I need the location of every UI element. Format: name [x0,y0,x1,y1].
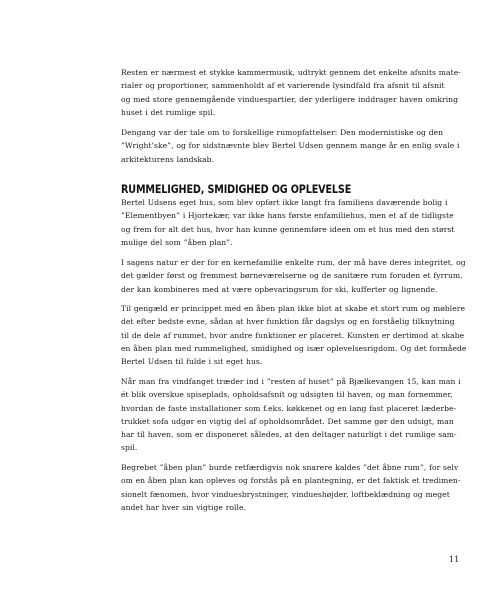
text-line: og frem for alt det hus, hvor han kunne gennemføre ideen om et hus med den størst [121,224,455,234]
text-line: hvordan de faste installationer som f.eks. køkkenet og en lang fast placeret læderbe- [121,403,457,413]
text-line: har til haven, som er disponeret således, at den deltager naturligt i det rumlige sam- [121,430,457,440]
text-line: trukket sofa udgør en vigtig del af opholdsområdet. Det samme gør den udsigt, man [121,416,454,426]
text-line: ét blik overskue spiseplads, opholdsafsnit og udsigten til haven, og man fornemmer, [121,390,453,400]
section-heading: RUMMELIGHED, SMIDIGHED OG OPLEVELSE [121,183,352,196]
text-line: sionelt fænomen, hvor vinduesbrystninger, vindueshøjder, loftbeklædning og meget [121,489,450,499]
text-line: Bertel Udsens eget hus, som blev opført ikke langt fra familiens daværende bolig i [121,198,448,207]
text-line: rialer og proportioner, sammenholdt af et varierende lysindfald fra afsnit til afsnit [121,81,445,91]
text-line: ”Wright’ske”, og for sidstnævnte blev Bertel Udsen gennem mange år en enlig svale i [121,141,460,151]
text-line: det efter bedste evne, sådan at hver funktion får dagslys og en forståelig tilknytning [121,317,455,327]
text-line: huset i det rumlige spil. [121,107,216,117]
text-line: Begrebet ”åben plan” burde retfærdigvis nok snarere kaldes ”det åbne rum”, for selv [121,463,459,472]
paragraph-1 [121,66,461,119]
text-line: andet har hver sin vigtige rolle. [121,502,246,512]
text-line: Til gengæld er princippet med en åben plan ikke blot at skabe et stort rum og møblere [121,304,466,313]
text-line: ”Elementbyen” i Hjortekær, var ikke hans første enfamiliehus, men et af de tidligste [121,211,454,221]
text-line: og med store gennemgående vinduespartier, der yderligere inddrager haven omkring [121,94,459,104]
text-line: til de dele af rummet, hvor andre funktioner er placeret. Kunsten er dertimod at skabe [121,330,465,340]
text-line: Bertel Udsen til fulde i sit eget hus. [121,357,263,367]
paragraph-2 [121,126,461,166]
paragraph-7 [121,461,461,514]
text-line: om en åben plan kan opleves og forstås på en plantegning, er det faktisk et tredimen- [121,476,461,486]
text-line: det gælder først og fremmest børneværelserne og de sanitære rum foruden et fyrrum, [121,271,463,281]
text-line: Dengang var der tale om to forskellige rumopfattelser: Den modernistiske og den [121,128,444,137]
text-line: en åben plan med rummelighed, smidighed og især oplevelsesrigdom. Og det formåede [121,343,467,353]
text-line: mulige del som ”åben plan”. [121,237,233,247]
paragraph-4 [121,256,466,296]
text-line: Resten er nærmest et stykke kammermusik, udtrykt gennem det enkelte afsnits mate- [121,68,461,77]
paragraph-6 [121,375,461,455]
text-line: spil. [121,443,138,453]
text-line: arkitekturens landskab. [121,154,215,164]
paragraph-5 [121,302,467,368]
text-line: der kan kombineres med at være opbevaringsrum for ski, kufferter og lignende. [121,284,438,294]
text-line: I sagens natur er der for en kernefamilie enkelte rum, der må have deres integritet, og [121,258,466,267]
page-number: 11 [449,555,460,564]
text-line: Når man fra vindfanget træder ind i ”resten af huset” på Bjælkevangen 15, kan man i [121,377,461,386]
paragraph-3 [121,196,461,249]
